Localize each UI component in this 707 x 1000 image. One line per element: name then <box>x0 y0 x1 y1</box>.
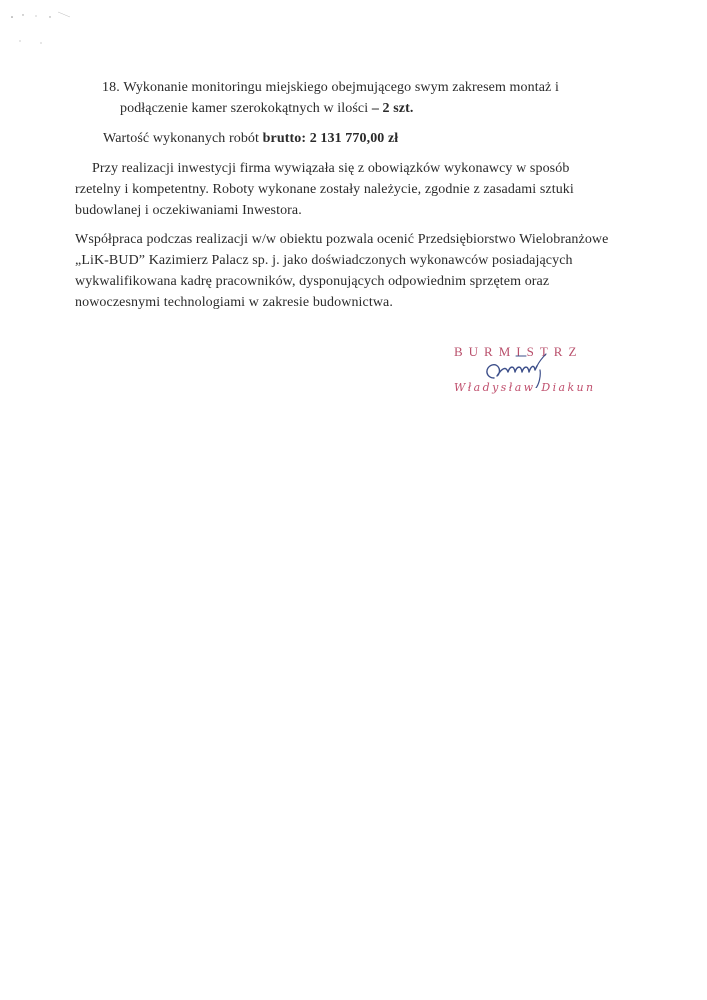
scan-artifact-marks <box>8 8 78 48</box>
stamp-name: Władysław Diakun <box>454 381 596 394</box>
reference-paragraph-cooperation: Współpraca podczas realizacji w/w obiektu pozwala ocenić Przedsiębiorstwo Wielobranżowe „LiK-BUD” Kazimierz Palacz sp. j. jako doświadczonych wykonawców posiadających wykwalifikowana kadrę pracowników, dysponujących odpowiednim sprzętem oraz nowoczesnymi technologiami w zakresie budownictwa. <box>75 232 609 310</box>
item-number: 18. <box>102 80 120 95</box>
item18-line1: Wykonanie monitoringu miejskiego obejmującego swym zakresem montaż i <box>123 80 559 95</box>
works-value-label: Wartość wykonanych robót <box>103 131 263 146</box>
works-value-amount: brutto: 2 131 770,00 zł <box>262 131 399 146</box>
stamp-title: BURMISTRZ <box>454 344 583 359</box>
mayor-stamp <box>446 342 596 402</box>
item18-line2 <box>102 98 572 119</box>
list-item-18 <box>102 77 572 119</box>
works-value-line <box>103 128 573 149</box>
reference-paragraph-quality: Przy realizacji inwestycji firma wywiązała się z obowiązków wykonawcy w sposób rzetelny i kompetentny. Roboty wykonane zostały należycie, zgodnie z zasadami sztuki budowlanej i oczekiwaniami Inwestora. <box>75 161 574 218</box>
item18-quantity: – 2 szt. <box>371 101 414 116</box>
item18-line2-text: podłączenie kamer szerokokątnych w ilości <box>120 101 372 116</box>
